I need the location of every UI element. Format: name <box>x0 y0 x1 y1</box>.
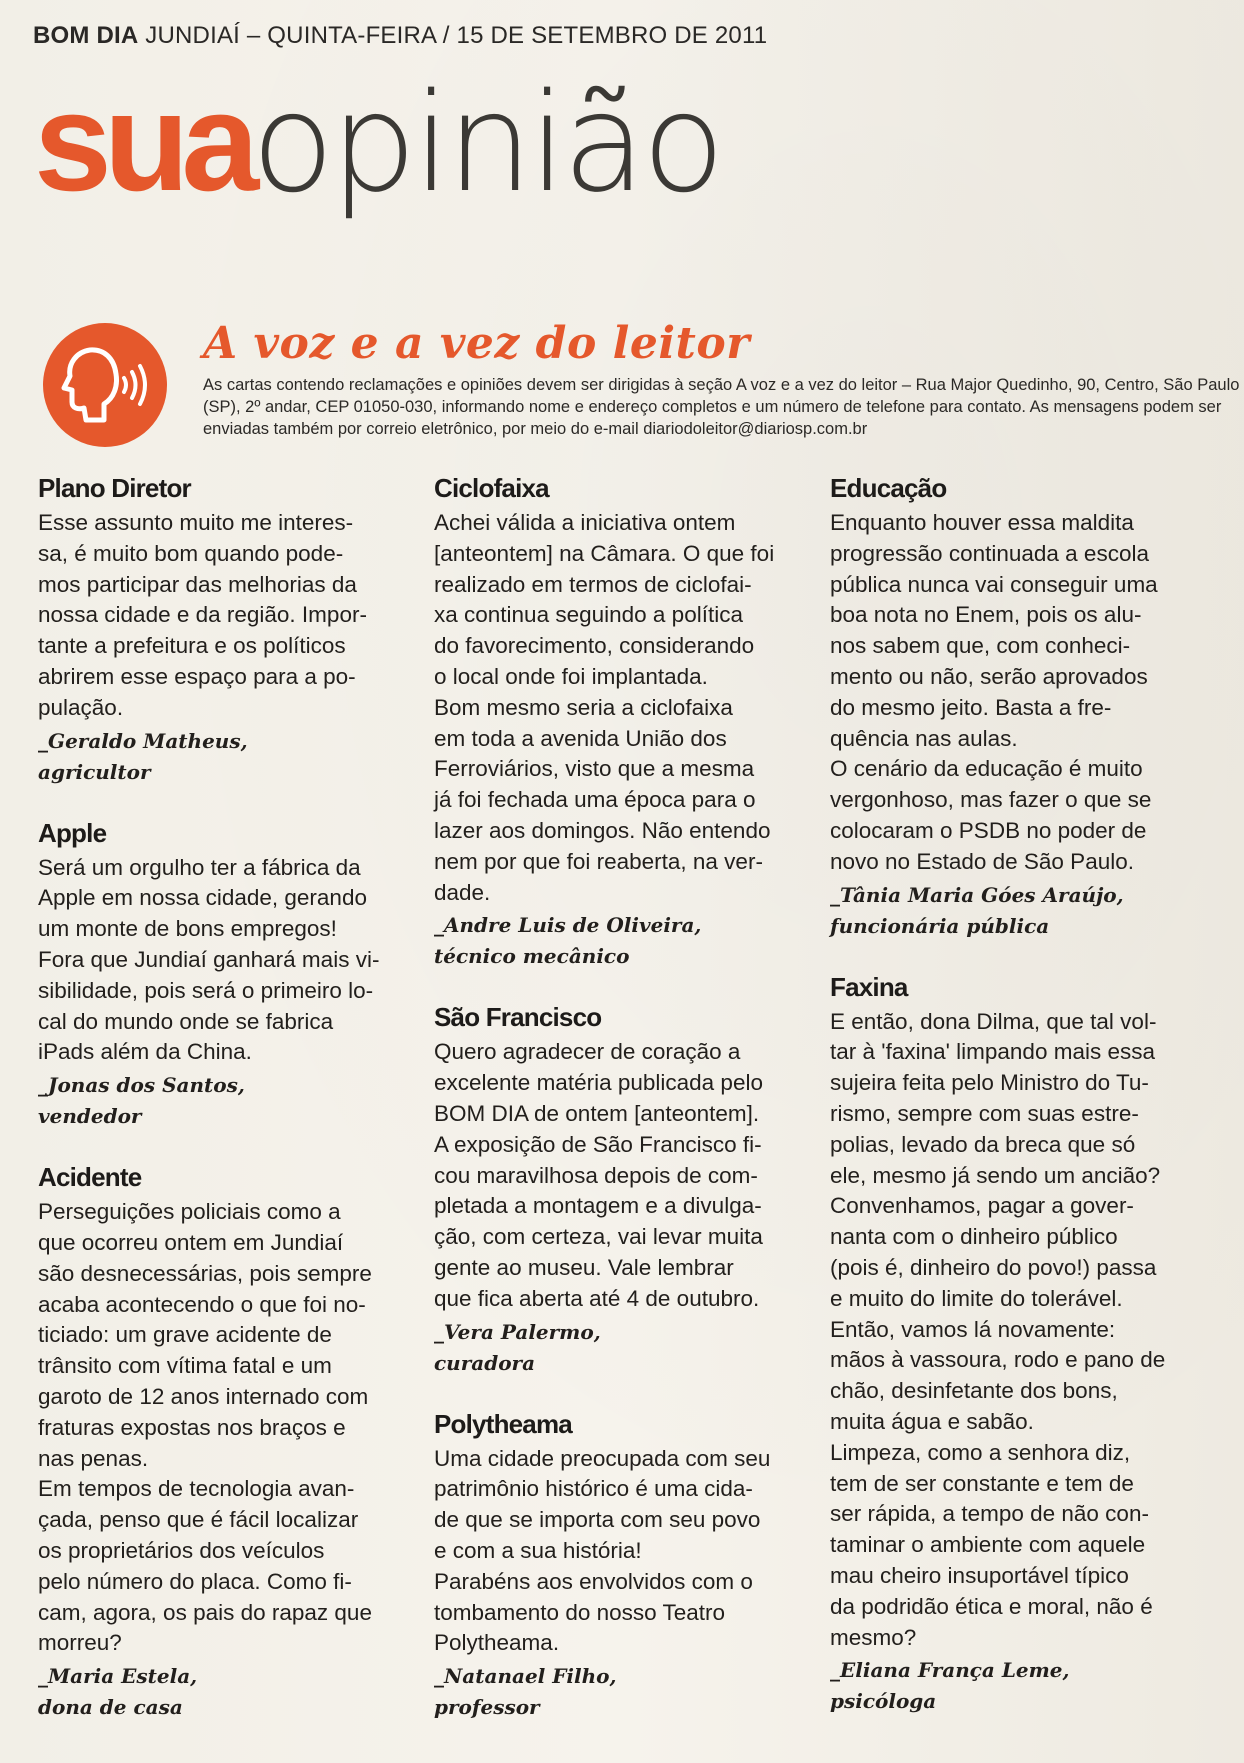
masthead-sua: sua <box>34 63 252 220</box>
letter-signature: _Eliana França Leme, psicóloga <box>830 1658 1070 1714</box>
letters-column-3 <box>830 473 1195 1747</box>
letter-title: Educação <box>830 473 947 503</box>
letter-body: Será um orgulho ter a fábrica da Apple em nossa cidade, gerando um monte de bons empregos! Fora que Jundiaí ganhará mais vi- sibilidade, pois será o primeiro lo- cal do mundo onde se fabrica iPads além da China. <box>38 854 380 1065</box>
speaking-head-icon <box>42 322 168 448</box>
letter-title: Apple <box>38 817 107 848</box>
letter-acidente <box>38 1162 403 1723</box>
banner-title: A voz e a vez do leitor <box>203 318 750 369</box>
letter-signature: _Geraldo Matheus, agricultor <box>38 728 248 784</box>
letter-polytheama <box>434 1409 799 1724</box>
letter-signature: _Natanael Filho, professor <box>434 1664 617 1720</box>
letter-signature: _Andre Luis de Oliveira, técnico mecânico <box>434 913 702 969</box>
letter-body: Achei válida a iniciativa ontem [anteontem] na Câmara. O que foi realizado em termos de ciclofai- xa continua seguindo a política do favorecimento, considerando o local onde foi implantada. Bom mesmo seria a ciclofaixa em toda a avenida União dos Ferroviários, visto que a mesma já foi fechada uma época para o lazer aos domingos. Não entendo nem por que foi reaberta, na ver- dade. <box>434 510 775 905</box>
letter-educacao <box>830 473 1195 942</box>
letter-title: Faxina <box>830 971 908 1002</box>
letter-plano-diretor <box>38 473 403 788</box>
letter-body: Uma cidade preocupada com seu patrimônio histórico é uma cida- de que se importa com seu povo e com a sua história! Parabéns aos envolvidos com o tombamento do nosso Teatro Polytheama. <box>434 1445 771 1656</box>
letter-title: Polytheama <box>434 1408 572 1439</box>
dateline-brand: BOM DIA <box>33 22 139 49</box>
letter-body: E então, dona Dilma, que tal vol- tar à 'faxina' limpando mais essa sujeira feita pelo Ministro do Tu- rismo, sempre com suas estre- polias, levado da breca que só ele, mesmo já sendo um ancião? Convenhamos, pagar a gover- nanta com o dinheiro público (pois é, dinheiro do povo!) passa e muito do limite do tolerável. Então, vamos lá novamente: mãos à vassoura, rodo e pano de chão, desinfetante dos bons, muita água e sabão. Limpeza, como a senhora diz, tem de ser constante e tem de ser rápida, a tempo de não con- taminar o ambiente com aquele mau cheiro insuportável típico da podridão ética e moral, não é mesmo? <box>830 1008 1166 1650</box>
letter-body: Enquanto houver essa maldita progressão continuada a escola pública nunca vai conseguir uma boa nota no Enem, pois os alu- nos sabem que, com conheci- mento ou não, serão aprovados do mesmo jeito. Basta a fre- quência nas aulas. O cenário da educação é muito vergonhoso, mas fazer o que se colocaram o PSDB no poder de novo no Estado de São Paulo. <box>830 510 1158 874</box>
letter-body: Esse assunto muito me interes- sa, é muito bom quando pode- mos participar das melhorias da nossa cidade e da região. Impor- tante a prefeitura e os políticos abrirem esse espaço para a po- pulação. <box>38 510 367 720</box>
letter-sao-francisco <box>434 1002 799 1378</box>
letter-body: Quero agradecer de coração a excelente matéria publicada pelo BOM DIA de ontem [anteontem]. A exposição de São Francisco fi- cou maravilhosa depois de com- pletada a montagem e a divulga- ção, com certeza, vai levar muita gente ao museu. Vale lembrar que fica aberta até 4 de outubro. <box>434 1039 763 1311</box>
letter-signature: _Jonas dos Santos, vendedor <box>38 1073 245 1129</box>
letter-body: Perseguições policiais como a que ocorreu ontem em Jundiaí são desnecessárias, pois sempre acaba acontecendo o que foi no- ticiado: um grave acidente de trânsito com vítima fatal e um garoto de 12 anos internado com fraturas expostas nos braços e nas penas. Em tempos de tecnologia avan- çada, penso que é fácil localizar os proprietários dos veículos pelo número do placa. Como fi- cam, agora, os pais do rapaz que morreu? <box>38 1199 372 1656</box>
letters-column-1 <box>38 473 403 1753</box>
letter-title: Ciclofaixa <box>434 473 549 503</box>
masthead-opiniao: opinião <box>251 65 722 223</box>
letter-title: Acidente <box>38 1162 142 1193</box>
letters-column-2 <box>434 473 799 1753</box>
letter-title: Plano Diretor <box>38 473 191 503</box>
letter-signature: _Tânia Maria Góes Araújo, funcionária pública <box>830 882 1124 938</box>
banner-instructions: As cartas contendo reclamações e opiniões devem ser dirigidas à seção A voz e a vez do leitor – Rua Major Quedinho, 90, Centro, São Paulo (SP), 2º andar, CEP 01050-030, informando nome e endereço completos e um número de telefone para contato. As mensagens podem ser enviadas também por correio eletrônico, por meio do e-mail diariodoleitor@diariosp.com.br <box>203 376 1240 438</box>
section-masthead <box>34 63 722 223</box>
letter-signature: _Maria Estela, dona de casa <box>38 1664 198 1720</box>
letter-ciclofaixa <box>434 473 799 972</box>
letter-title: São Francisco <box>434 1002 602 1033</box>
letter-apple <box>38 818 403 1133</box>
letter-faxina <box>830 972 1195 1718</box>
dateline-date: JUNDIAÍ – QUINTA-FEIRA / 15 DE SETEMBRO DE 2011 <box>138 22 768 49</box>
letter-signature: _Vera Palermo, curadora <box>434 1319 601 1375</box>
dateline <box>33 22 767 50</box>
reader-voice-banner <box>40 318 1240 448</box>
